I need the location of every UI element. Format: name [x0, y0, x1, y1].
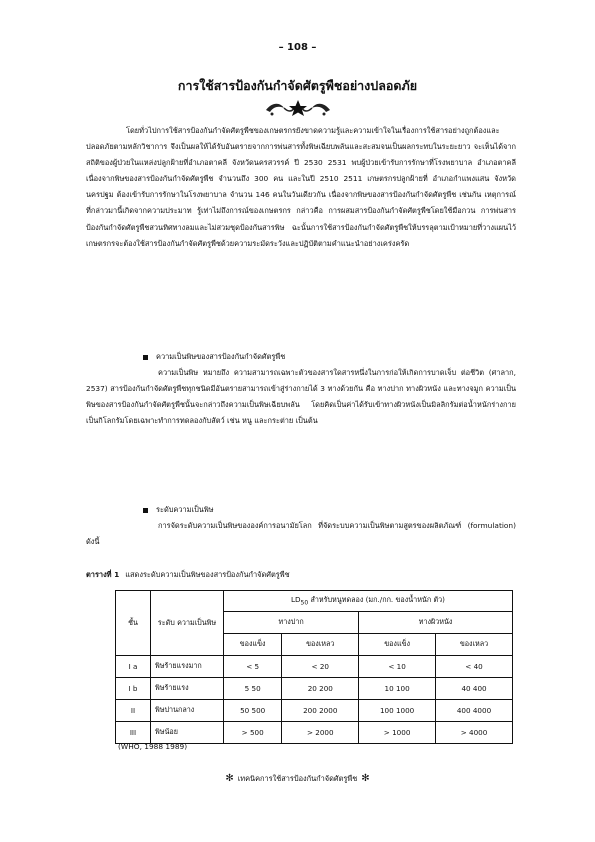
- cell-oral-solid: 5 50: [224, 678, 282, 700]
- table-caption-text: แสดงระดับความเป็นพิษของสารป้องกันกำจัดศัตรูพืช: [125, 570, 290, 579]
- cell-oral-liquid: > 2000: [282, 722, 359, 744]
- header-level: ระดับ ความเป็นพิษ: [151, 591, 224, 656]
- floral-ornament-icon: [262, 98, 334, 118]
- table-row: [116, 700, 513, 722]
- cell-oral-solid: < 5: [224, 656, 282, 678]
- cell-dermal-solid: > 1000: [359, 722, 436, 744]
- cell-dermal-solid: 10 100: [359, 678, 436, 700]
- page-title: การใช้สารป้องกันกำจัดศัตรูพืชอย่างปลอดภัย: [177, 78, 418, 93]
- header-dermal-liquid: ของเหลว: [436, 634, 513, 656]
- cell-level: พิษปานกลาง: [151, 700, 224, 722]
- ld-rest: สำหรับหนูทดลอง (มก./กก. ของน้ำหนัก ตัว): [308, 595, 445, 605]
- table-header-row: [116, 591, 513, 612]
- header-dermal-solid: ของแข็ง: [359, 634, 436, 656]
- cell-class: I b: [116, 678, 151, 700]
- intro-section: [86, 123, 516, 252]
- cell-oral-solid: 50 500: [224, 700, 282, 722]
- header-class: ชั้น: [116, 591, 151, 656]
- cell-oral-solid: > 500: [224, 722, 282, 744]
- cell-dermal-solid: < 10: [359, 656, 436, 678]
- cell-class: I a: [116, 656, 151, 678]
- ld-sub: 50: [300, 599, 309, 607]
- section-heading-levels: [86, 502, 516, 518]
- cell-oral-liquid: 200 2000: [282, 700, 359, 722]
- bullet-square-icon: [143, 355, 148, 360]
- cell-level: พิษร้ายแรง: [151, 678, 224, 700]
- star-icon: ✻: [225, 773, 234, 784]
- cell-level: พิษร้ายแรงมาก: [151, 656, 224, 678]
- cell-dermal-liquid: 400 4000: [436, 700, 513, 722]
- cell-dermal-liquid: < 40: [436, 656, 513, 678]
- bullet-square-icon: [143, 508, 148, 513]
- table-caption: [86, 569, 290, 581]
- toxicity-paragraph: ความเป็นพิษ หมายถึง ความสามารถเฉพาะตัวของสารใดสารหนึ่งในการก่อให้เกิดการบาดเจ็บ ต่อชีวิต (ศาลาก, 2537) สารป้องกันกำจัดศัตรูพืชทุกชนิดมีอันตรายสามารถเข้าสู่ร่างกายได้ 3 ทางด้วยกัน คือ ทางปาก ทางผิวหนัง และทางจมูก ความเป็นพิษของสารป้องกันกำจัดศัตรูพืชนั้นจะกล่าวถึงความเป็นพิษเฉียบพลัน โดยคิดเป็นค่าได้รับเข้าทางผิวหนังเป็นมิลลิกรัมต่อน้ำหนักร่างกายเป็นกิโลกรัมโดยเฉพาะทำการทดลองกับสัตว์ เช่น หนู และกระต่าย เป็นต้น: [86, 368, 516, 426]
- table-caption-label: ตารางที่ 1: [86, 570, 120, 579]
- cell-class: III: [116, 722, 151, 744]
- cell-class: II: [116, 700, 151, 722]
- cell-level: พิษน้อย: [151, 722, 224, 744]
- cell-dermal-solid: 100 1000: [359, 700, 436, 722]
- section-heading-toxicity: [86, 349, 516, 365]
- ld-label: LD: [291, 595, 301, 605]
- intro-paragraph: โดยทั่วไปการใช้สารป้องกันกำจัดศัตรูพืชของเกษตรกรยังขาดความรู้และความเข้าใจในเรื่องการใช้สารอย่างถูกต้องและปลอดภัยตามหลักวิชาการ จึงเป็นผลให้ได้รับอันตรายจากการพ่นสารทั้งพิษเฉียบพลันและสะสมจนเป็นผลกระทบในระยะยาว จะเห็นได้จากสถิติของผู้ป่วยในแหล่งปลูกฝ้ายที่อำเภอตาคลี จังหวัดนครสวรรค์ ปี 2530 2531 พบผู้ป่วยเข้ารับการรักษาที่โรงพยาบาล อำเภอตาคลี เนื่องจากพิษของสารป้องกันกำจัดศัตรูพืช จำนวนถึง 300 คน และในปี 2510 2511 เกษตรกรปลูกฝ้ายที่ อำเภอกำแพงแสน จังหวัดนครปฐม ต้องเข้ารับการรักษาในโรงพยาบาล จำนวน 146 คนในวันเดียวกัน เนื่องจากพิษของสารป้องกันกำจัดศัตรูพืช เช่นกัน เหตุการณ์ที่กล่าวมานี้เกิดจากความประมาท รู้เท่าไม่ถึงการณ์ของเกษตรกร กล่าวคือ การผสมสารป้องกันกำจัดศัตรูพืชโดยใช้มือกวน การพ่นสารป้องกันกำจัดศัตรูพืชสวนทิศทางลมและไม่สวมชุดป้องกันสารพิษ ฉะนั้นการใช้สารป้องกันกำจัดศัตรูพืชให้บรรลุตามเป้าหมายที่วางแผนไว้ เกษตรกรจะต้องใช้สารป้องกันกำจัดศัตรูพืชด้วยความระมัดระวังและปฏิบัติตามคำแนะนำอย่างเคร่งครัด: [86, 126, 516, 248]
- header-ld50: [224, 591, 513, 612]
- cell-oral-liquid: 20 200: [282, 678, 359, 700]
- table-source: (WHO, 1988 1989): [118, 742, 188, 751]
- header-oral-solid: ของแข็ง: [224, 634, 282, 656]
- levels-paragraph: การจัดระดับความเป็นพิษขององค์การอนามัยโลก ที่จัดระบบความเป็นพิษตามสูตรของผลิตภัณฑ์ (formulation) ดังนี้: [86, 521, 516, 547]
- page-footer: [0, 773, 595, 785]
- table-row: [116, 656, 513, 678]
- star-icon: ✻: [361, 773, 370, 784]
- header-oral-liquid: ของเหลว: [282, 634, 359, 656]
- page-number: – 108 –: [278, 42, 317, 53]
- cell-dermal-liquid: 40 400: [436, 678, 513, 700]
- section-heading-text: ความเป็นพิษของสารป้องกันกำจัดศัตรูพืช: [156, 352, 286, 361]
- table-row: [116, 722, 513, 744]
- toxicity-level-section: [86, 502, 516, 550]
- toxicity-section: [86, 349, 516, 429]
- header-oral: ทางปาก: [224, 612, 359, 634]
- header-dermal: ทางผิวหนัง: [359, 612, 513, 634]
- section-heading-text: ระดับความเป็นพิษ: [156, 505, 214, 514]
- footer-text: เทคนิคการใช้สารป้องกันกำจัดศัตรูพืช: [237, 774, 358, 783]
- table-row: [116, 678, 513, 700]
- cell-dermal-liquid: > 4000: [436, 722, 513, 744]
- toxicity-table: [115, 590, 513, 744]
- cell-oral-liquid: < 20: [282, 656, 359, 678]
